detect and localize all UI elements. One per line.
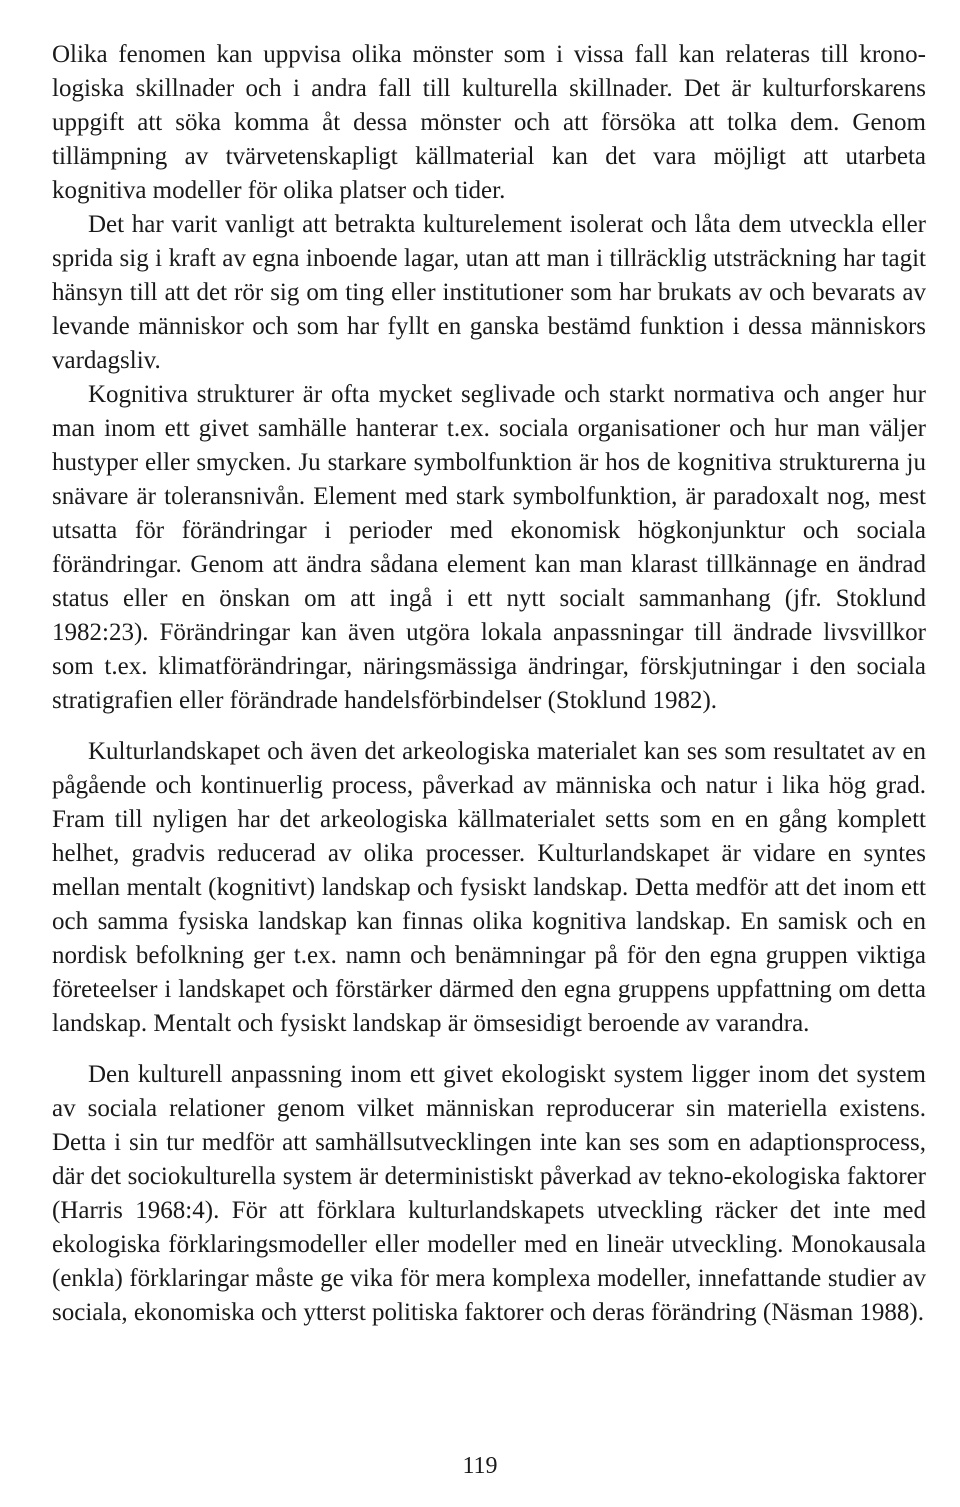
paragraph-kulturell-anpassning: Den kulturell anpassning inom ett givet ekologiskt system ligger inom det system av sociala relationer genom vilket människan reproducerar sin materiella existens. Detta i sin tur medför att samhällsutvecklingen inte kan ses som en adaptionsprocess, där det sociokulturella system är deterministiskt påverkad av tekno-ekologiska faktorer (Harris 1968:4). För att förklara kulturlandskapets utveckling räcker det inte med ekologiska förklaringsmodeller eller modeller med en lineär utveckling. Monokausala (enkla) förklaringar måste ge vika för mera komplexa modeller, innefattande studier av sociala, ekonomiska och ytterst politiska faktorer och deras förändring (Näsman 1988). (52, 1061, 926, 1326)
paragraph-intro: Olika fenomen kan uppvisa olika mönster som i vissa fall kan relateras till kronologiska skillnader och i andra fall till kulturella skillnader. Det är kulturforskarens uppgift att söka komma åt dessa mönster och att försöka att tolka dem. Genom tillämpning av tvärvetenskapligt källmaterial kan det vara möjligt att utarbeta kognitiva modeller för olika platser och tider. (52, 41, 926, 204)
paragraph-kognitiva-strukturer: Kognitiva strukturer är ofta mycket seglivade och starkt normativa och anger hur man inom ett givet samhälle hanterar t.ex. sociala organisationer och hur man väljer hustyper eller smycken. Ju starkare symbolfunktion är hos de kognitiva strukturerna ju snävare är toleransnivån. Element med stark symbolfunktion, är paradoxalt nog, mest utsatta för förändringar i perioder med ekonomisk högkonjunktur och sociala förändringar. Genom att ändra sådana element kan man klarast tillkännage en ändrad status eller en önskan om att ingå i ett nytt socialt sammanhang (jfr. Stoklund 1982:23). Förändringar kan även utgöra lokala anpassningar till ändrade livsvillkor som t.ex. klimatförändringar, näringsmässiga ändringar, förskjutningar i den sociala stratigrafien eller förändrade handelsförbindelser (Stoklund 1982). (52, 381, 926, 714)
paragraph-kulturelement: Det har varit vanligt att betrakta kulturelement isolerat och låta dem utveckla eller sprida sig i kraft av egna inboende lagar, utan att man i tillräcklig utsträckning har tagit hänsyn till att det rör sig om ting eller institutioner som har brukats av och bevarats av levande människor och som har fyllt en ganska bestämd funktion i dessa människors vardagsliv. (52, 211, 926, 374)
paragraph-kulturlandskapet: Kulturlandskapet och även det arkeologiska materialet kan ses som resultatet av en pågående och kontinuerlig process, påverkad av människa och natur i lika hög grad. Fram till nyligen har det arkeologiska källmaterialet setts som en en gång komplett helhet, gradvis reducerad av olika processer. Kulturlandskapet är vidare en syntes mellan mentalt (kognitivt) landskap och fysiskt landskap. Detta medför att det inom ett och samma fysiska landskap kan finnas olika kognitiva landskap. En samisk och en nordisk befolkning ger t.ex. namn och benämningar på för den egna gruppen viktiga företeelser i landskapet och förstärker därmed den egna gruppens uppfattning om detta landskap. Mentalt och fysiskt landskap är ömsesidigt beroende av varandra. (52, 738, 926, 1037)
page-body (52, 38, 926, 1330)
page-number: 119 (462, 1453, 498, 1479)
